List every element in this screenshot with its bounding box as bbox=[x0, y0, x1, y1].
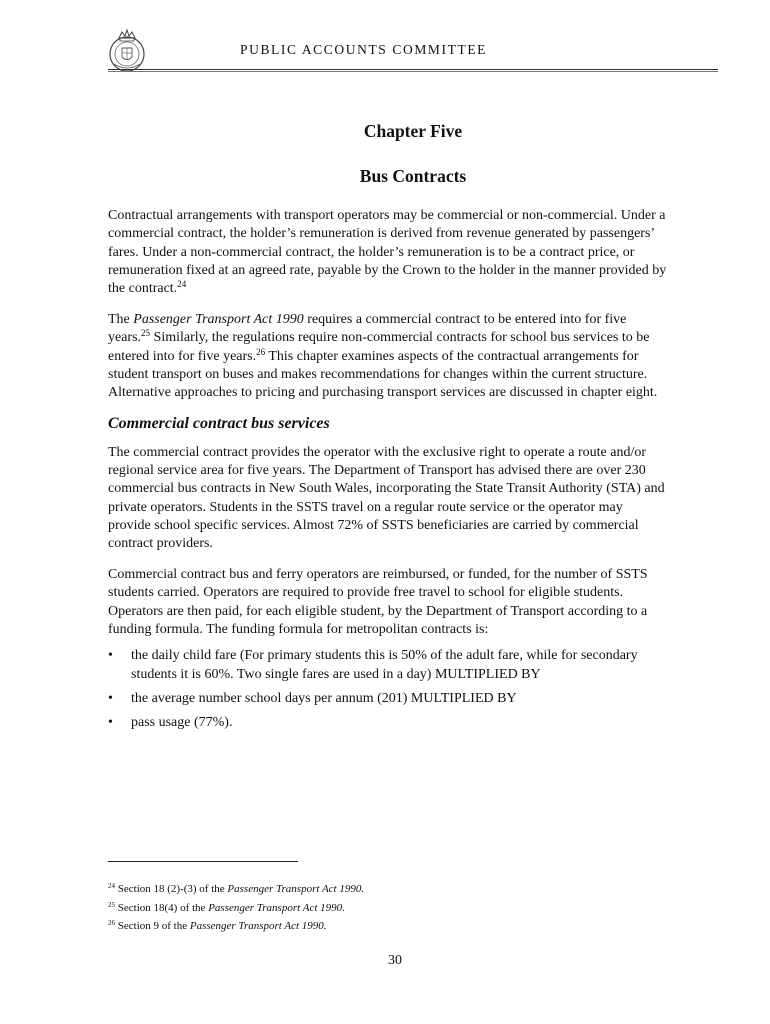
section-heading: Commercial contract bus services bbox=[108, 415, 330, 433]
bullet-icon: • bbox=[108, 715, 113, 731]
footnote-24: $^{24}$ Section 18 (2)-(3) of the Passenger Transport Act 1990. bbox=[108, 882, 365, 895]
footnote-25: $^{25}$ Section 18(4) of the Passenger Transport Act 1990. bbox=[108, 900, 345, 914]
footnote-ref: 24 bbox=[177, 279, 187, 290]
page-header bbox=[100, 22, 720, 72]
paragraph-3: The commercial contract provides the operator with the exclusive right to operate a route and/or regional service area for five years. The Department of Transport has advised there are over 230 commercial bus contracts in New South Wales, incorporating the State Transit Authority (STA) and private operators. Students in the SSTS travel on a regular route service or the operator may provide school specific services. Almost 72% of SSTS beneficiaries are carried by commercial contract providers. bbox=[108, 444, 665, 552]
chapter-number: Chapter Five bbox=[363, 121, 463, 141]
footnote-26: $^{26}$ Section 9 of the Passenger Transport Act 1990. bbox=[108, 919, 327, 932]
body-text bbox=[108, 207, 668, 738]
paragraph-4: Commercial contract bus and ferry operators are reimbursed, or funded, for the number of SSTS students carried. Operators are required to provide free travel to school for eligible students. Operators are then paid, for each eligible student, by the Department of Transport according to a funding formula. The funding formula for metropolitan contracts is: bbox=[108, 567, 648, 637]
header-title: PUBLIC ACCOUNTS COMMITTEE bbox=[240, 42, 488, 57]
chapter-title: Bus Contracts bbox=[359, 166, 467, 186]
list-item: • the average number school days per annum (201) MULTIPLIED BY bbox=[108, 690, 668, 708]
parliament-crest-icon bbox=[104, 28, 150, 74]
funding-formula-list bbox=[108, 647, 668, 732]
footnote-ref: 26 bbox=[256, 346, 266, 357]
bullet-icon: • bbox=[108, 648, 113, 664]
bullet-icon: • bbox=[108, 690, 113, 706]
paragraph-2: The Passenger Transport Act 1990 requires a commercial contract to be entered into for five years.$^{25}$ Similarly, the regulations require non-commercial contracts for school bus services to be entered into for five years.$^{26}$ This chapter examines aspects of the contractual arrangements for student transport on buses and makes recommendations for changes within the current structure. Alternative approaches to pricing and purchasing transport services are discussed in chapter eight. bbox=[108, 311, 658, 401]
footnote-rule bbox=[108, 861, 298, 862]
list-item: • pass usage (77%). bbox=[108, 714, 668, 732]
list-item: • the daily child fare (For primary students this is 50% of the adult fare, while for secondary students it is 60%. Two single fares are used in a day) MULTIPLIED BY bbox=[108, 648, 638, 682]
footnotes bbox=[108, 880, 668, 936]
header-rule bbox=[108, 69, 718, 72]
act-name: Passenger Transport Act 1990 bbox=[133, 311, 304, 327]
footnote-ref: 25 bbox=[141, 328, 151, 339]
page-number: 30 bbox=[388, 953, 402, 968]
paragraph-1: Contractual arrangements with transport operators may be commercial or non-commercial. Under a commercial contract, the holder’s remuneration is derived from revenue generated by passengers’ fares. Under a non-commercial contract, the holder’s remuneration is to be a contract price, or remuneration fixed at an agreed rate, payable by the Crown to the holder in the manner provided by the contract.$^{24}$ bbox=[108, 208, 667, 297]
